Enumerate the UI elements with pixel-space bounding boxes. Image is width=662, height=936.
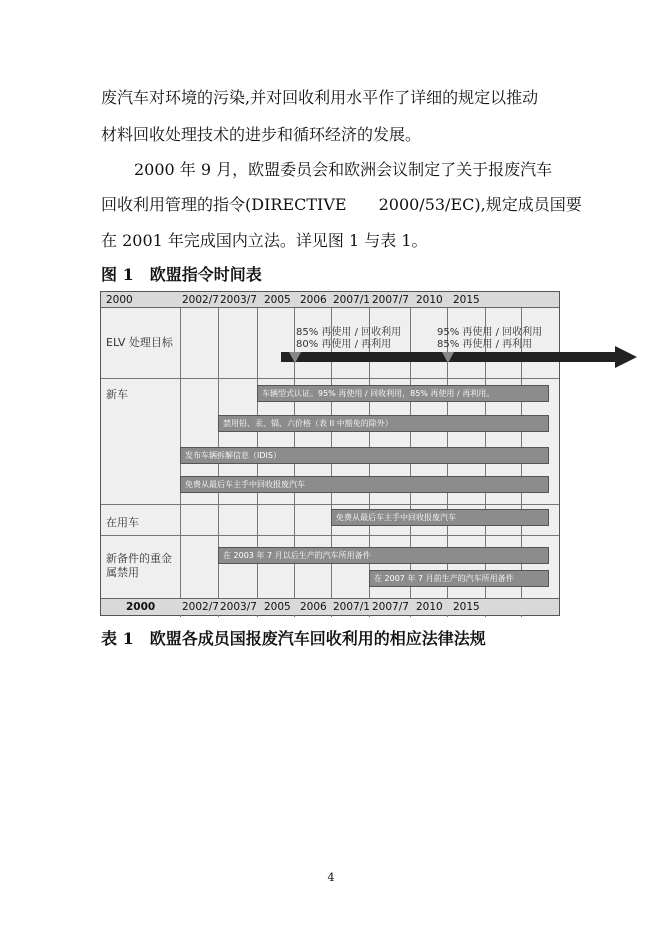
bar-idis: 发布车辆拆解信息（IDIS）	[180, 447, 549, 464]
header-tick: 2003/7	[220, 294, 257, 306]
footer-tick: 2010	[416, 601, 443, 613]
bar-spare-parts-after-2003: 在 2003 年 7 月以后生产的汽车所用备件	[218, 547, 549, 564]
footer-tick: 2007/1	[333, 601, 370, 613]
header-tick: 2015	[453, 294, 480, 306]
row-label-elv: ELV 处理目标	[106, 336, 173, 349]
footer-tick: 2007/7	[372, 601, 409, 613]
bar-type-approval: 车辆型式认证。95% 再使用 / 回收利用，85% 再使用 / 再利用。	[257, 385, 549, 402]
target-2006-recycling: 80% 再使用 / 再利用	[296, 339, 392, 350]
target-2006-recovery: 85% 再使用 / 回收利用	[296, 327, 402, 338]
footer-tick: 2000	[126, 601, 156, 613]
timeline-footer	[101, 598, 559, 615]
header-tick: 2002/7	[182, 294, 219, 306]
header-tick: 2006	[300, 294, 327, 306]
header-tick: 2007/7	[372, 294, 409, 306]
paragraph-line: 2000 年 9 月，欧盟委员会和欧洲会议制定了关于报废汽车	[134, 160, 553, 179]
paragraph-line: 废汽车对环境的污染,并对回收利用水平作了详细的规定以推动	[101, 88, 539, 107]
footer-tick: 2006	[300, 601, 327, 613]
footer-tick: 2005	[264, 601, 291, 613]
bar-free-takeback-new: 免费从最后车主手中回收报废汽车	[180, 476, 549, 493]
row-divider	[101, 504, 559, 505]
header-tick: 2005	[264, 294, 291, 306]
row-label-spare-parts: 新备件的重金属禁用	[106, 552, 172, 579]
footer-tick: 2002/7	[182, 601, 219, 613]
timeline-header	[101, 292, 559, 308]
page-number: 4	[327, 871, 335, 884]
target-2015-recycling: 85% 再使用 / 再利用	[437, 339, 533, 350]
header-tick: 2007/1	[333, 294, 370, 306]
row-divider	[101, 535, 559, 536]
target-2015-recovery: 95% 再使用 / 回收利用	[437, 327, 543, 338]
milestone-2006-marker-icon	[289, 352, 301, 363]
footer-tick: 2003/7	[220, 601, 257, 613]
row-divider	[101, 378, 559, 379]
arrow-head-icon	[615, 346, 637, 368]
row-label-new-car: 新车	[106, 388, 128, 401]
eu-directive-timeline-figure	[100, 291, 560, 616]
paragraph-line: 回收利用管理的指令(DIRECTIVE 2000/53/EC),规定成员国要	[101, 195, 582, 214]
footer-tick: 2015	[453, 601, 480, 613]
bar-spare-parts-before-2007: 在 2007 年 7 月前生产的汽车所用备件	[369, 570, 549, 587]
bar-heavy-metal-ban: 禁用铅、汞、镉、六价格（表 II 中豁免的除外）	[218, 415, 549, 432]
header-tick: 2000	[106, 294, 133, 306]
paragraph-line: 在 2001 年完成国内立法。详见图 1 与表 1。	[101, 231, 428, 250]
milestone-2015-marker-icon	[442, 352, 454, 363]
row-label-in-use: 在用车	[106, 516, 139, 529]
paragraph-line: 材料回收处理技术的进步和循环经济的发展。	[101, 125, 422, 144]
table-caption: 表 1 欧盟各成员国报废汽车回收利用的相应法律法规	[101, 629, 486, 648]
bar-free-takeback-in-use: 免费从最后车主手中回收报废汽车	[331, 509, 549, 526]
figure-caption: 图 1 欧盟指令时间表	[101, 265, 262, 284]
header-tick: 2010	[416, 294, 443, 306]
